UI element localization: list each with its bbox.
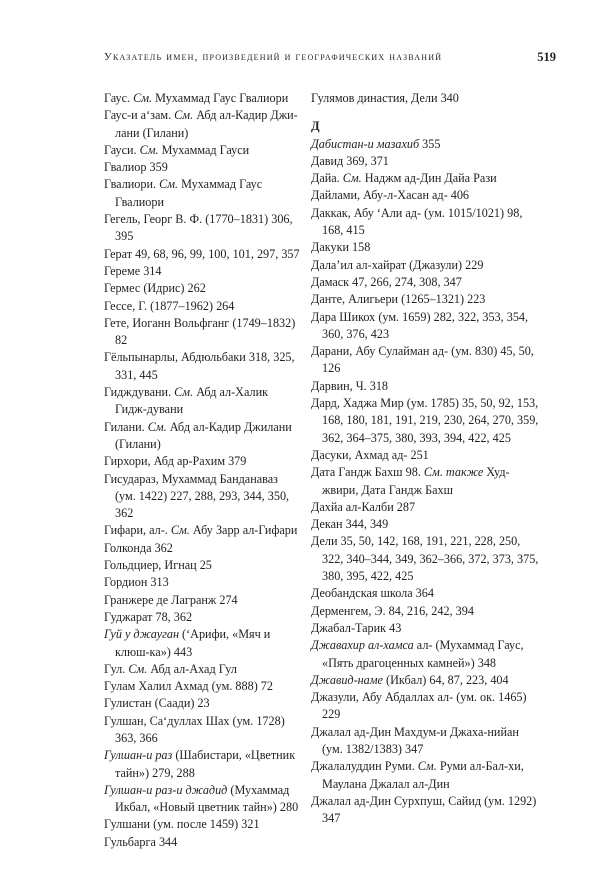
index-entry-text: Мухаммад Гаус Гвалиори — [115, 177, 263, 209]
index-entry — [311, 499, 541, 516]
index-entry — [311, 309, 541, 344]
index-entry-text: Джавид-наме — [311, 672, 383, 687]
index-entry — [311, 724, 541, 759]
index-entry-text: Гвалиори. — [104, 177, 160, 192]
index-column-right — [311, 90, 541, 827]
index-entry — [104, 246, 300, 263]
index-entry — [311, 793, 541, 828]
index-entry-text: Герат 49, 68, 96, 99, 100, 101, 297, 357 — [104, 246, 300, 261]
index-entry-text: Гул. — [104, 661, 129, 676]
index-entry-text: Гулистан (Саади) 23 — [104, 696, 210, 711]
index-entry-text: Гуджарат 78, 362 — [104, 609, 193, 624]
index-entry-text: Гисудараз, Мухаммад Банданаваз (ум. 1422) 227, 288, 293, 344, 350, 362 — [104, 471, 290, 521]
index-entry-text: Гаус. — [104, 91, 134, 105]
index-entry-text: (Икбал) 64, 87, 223, 404 — [382, 672, 509, 687]
index-entry-text: Гордион 313 — [104, 575, 169, 590]
index-entry-text: См. — [174, 385, 194, 400]
index-entry-text: Гвалиор 359 — [104, 160, 168, 175]
index-entry-text: Данте, Алигьери (1265–1321) 223 — [311, 292, 486, 307]
index-entry-text: Дарани, Абу Сулайман ад- (ум. 830) 45, 50, 126 — [311, 344, 534, 376]
index-entry-text: Гереме 314 — [104, 263, 162, 278]
index-entry — [311, 395, 541, 447]
index-entry — [311, 464, 541, 499]
index-entry-text: Гулшан, Са‘дуллах Шах (ум. 1728) 363, 366 — [104, 713, 285, 745]
index-entry-text: Джалал ад-Дин Сурхпуш, Сайид (ум. 1292) 347 — [311, 793, 537, 826]
index-entry — [311, 689, 541, 724]
index-entry-text: (Мухаммад Икбал, «Новый цветник тайн») 280 — [115, 782, 299, 815]
index-entry — [104, 90, 300, 107]
index-entry — [311, 637, 541, 672]
index-column-left — [104, 90, 300, 851]
index-entry-text: Гегель, Георг В. Ф. (1770–1831) 306, 395 — [104, 212, 293, 244]
index-entry-text: Давид 369, 371 — [311, 153, 389, 168]
index-entry — [104, 142, 300, 159]
index-entry-text: См. — [170, 523, 190, 538]
index-entry-text: Абу Зарр ал-Гифари — [189, 523, 298, 538]
index-entry-text: (‘Арифи, «Мяч и клюш-ка») 443 — [115, 627, 271, 659]
index-entry — [104, 384, 300, 419]
index-entry-text: Дахйа ал-Калби 287 — [311, 499, 416, 514]
index-entry — [311, 153, 541, 170]
index-entry — [311, 239, 541, 256]
index-entry-text: Дала’ил ал-хайрат (Джазули) 229 — [311, 257, 484, 272]
index-entry — [311, 585, 541, 602]
index-entry — [104, 540, 300, 557]
index-entry-text: Гёльпынарлы, Абдюльбаки 318, 325, 331, 445 — [104, 350, 295, 382]
index-entry — [104, 609, 300, 626]
index-entry — [104, 419, 300, 454]
index-entry-text: См. — [128, 661, 148, 676]
index-entry — [104, 263, 300, 280]
index-entry — [311, 516, 541, 533]
index-entry — [311, 620, 541, 637]
index-entry — [104, 349, 300, 384]
index-entry — [311, 672, 541, 689]
index-entry — [104, 834, 300, 851]
index-entry-text: Гилани. — [104, 419, 148, 434]
index-entry-text: См. — [133, 91, 153, 105]
index-entry — [311, 758, 541, 793]
index-entry — [311, 378, 541, 395]
index-entry-text: Гаус-и а‘зам. — [104, 108, 175, 123]
index-entry-text: Голконда 362 — [104, 540, 173, 555]
index-entry — [104, 747, 300, 782]
index-entry-text: Дайа. — [311, 171, 343, 186]
index-entry-text: Джабал-Тарик 43 — [311, 620, 402, 635]
index-entry-text: Дара Шикох (ум. 1659) 282, 322, 353, 354, 360, 376, 423 — [311, 309, 529, 341]
index-entry-text: Дамаск 47, 266, 274, 308, 347 — [311, 274, 462, 289]
index-entry-text: ал- (Мухаммад Гаус, «Пять драгоценных камней») 348 — [322, 638, 524, 670]
index-entry-text: Гулшани (ум. после 1459) 321 — [104, 817, 260, 832]
index-entry-text: Гифари, ал-. — [104, 523, 171, 538]
index-entry — [104, 107, 300, 142]
index-entry-text: Гулямов династия, Дели 340 — [311, 91, 459, 105]
index-entry-text: Гидждувани. — [104, 385, 175, 400]
index-entry — [104, 695, 300, 712]
index-entry-text: Абд ал-Ахад Гул — [147, 661, 237, 676]
index-entry-text: Руми ал-Бал-хи, Маулана Джалал ал-Дин — [322, 759, 524, 791]
index-entry — [311, 205, 541, 240]
index-entry-text: Гольдциер, Игнац 25 — [104, 558, 212, 573]
index-entry-text: Мухаммад Гаус Гвалиори — [152, 91, 289, 105]
index-entry — [311, 447, 541, 464]
index-entry-text: Гессе, Г. (1877–1962) 264 — [104, 298, 235, 313]
index-entry-text: Наджм ад-Дин Дайа Рази — [361, 171, 497, 186]
section-letter: Д — [311, 119, 320, 134]
index-entry-text: См. — [417, 759, 437, 774]
index-entry — [104, 661, 300, 678]
index-entry-text: См. — [139, 142, 159, 157]
index-entry-text: См. — [174, 108, 194, 123]
index-entry — [104, 574, 300, 591]
index-entry — [311, 136, 541, 153]
index-entry-text: Джазули, Абу Абдаллах ал- (ум. ок. 1465) 229 — [311, 690, 527, 722]
index-entry — [311, 187, 541, 204]
index-entry — [104, 626, 300, 661]
index-entry-text: См. также — [423, 465, 484, 480]
index-entry-text: Дели 35, 50, 142, 168, 191, 221, 228, 250, 322, 340–344, 349, 362–366, 372, 373, 375, 380, 395, 422, 425 — [311, 534, 539, 584]
running-head: Указатель имен, произведений и географических названий — [104, 51, 443, 63]
index-entry-text: Худ-жвири, Дата Гандж Бахш — [322, 465, 510, 497]
index-entry-text: Джалал ад-Дин Махдум-и Джаха-нийан (ум. 1382/1383) 347 — [311, 724, 519, 756]
index-entry-text: Гете, Иоганн Вольфганг (1749–1832) 82 — [104, 315, 296, 348]
index-entry-text: Дард, Хаджа Мир (ум. 1785) 35, 50, 92, 153, 168, 180, 181, 191, 219, 230, 264, 270, 359, 362, 364–375, 380, 393, 394, 422, 425 — [311, 396, 539, 445]
index-entry-text: Даккак, Абу ‘Али ад- (ум. 1015/1021) 98, 168, 415 — [311, 205, 523, 238]
index-entry — [104, 315, 300, 350]
index-entry — [104, 782, 300, 817]
index-entry-text: Деобандская школа 364 — [311, 586, 434, 601]
index-entry-text: Дабистан-и мазахиб — [311, 136, 420, 151]
index-entry — [311, 603, 541, 620]
index-entry-text: Абд ал-Кадир Джи-лани (Гилани) — [115, 108, 298, 140]
page-header — [104, 51, 556, 71]
index-entry-text: Абд ал-Халик Гидж-дувани — [115, 385, 269, 417]
index-entry — [104, 280, 300, 297]
page-number: 519 — [537, 50, 556, 64]
index-entry-text: Джалалуддин Руми. — [311, 759, 418, 774]
index-entry-text: Дайлами, Абу-л-Хасан ад- 406 — [311, 188, 470, 203]
index-entry — [104, 159, 300, 176]
index-entry-text: Дарвин, Ч. 318 — [311, 378, 389, 393]
index-entry — [104, 592, 300, 609]
index-entry-text: Дасуки, Ахмад ад- 251 — [311, 447, 429, 462]
index-entry-text: См. — [342, 171, 362, 186]
index-entry-text: Гауси. — [104, 142, 140, 157]
index-entry — [104, 176, 300, 211]
index-entry-text: Декан 344, 349 — [311, 517, 389, 532]
index-entry-text: См. — [159, 177, 179, 192]
index-entry — [311, 170, 541, 187]
index-entry — [311, 90, 541, 107]
index-entry — [104, 678, 300, 695]
index-entry — [104, 298, 300, 315]
index-entry-text: Гулшан-и раз — [104, 748, 173, 763]
index-entry-text: Гулам Халил Ахмад (ум. 888) 72 — [104, 679, 273, 694]
index-entry-text: Гуй у джауган — [104, 627, 179, 642]
index-entry-text: Мухаммад Гауси — [158, 142, 250, 157]
index-entry — [311, 343, 541, 378]
index-entry — [311, 291, 541, 308]
index-entry-text: Дата Гандж Бахш 98. — [311, 465, 424, 480]
index-entry — [104, 453, 300, 470]
index-entry-text: Абд ал-Кадир Джилани (Гилани) — [115, 419, 292, 451]
index-entry — [104, 713, 300, 748]
index-entry-text: Джавахир ал-хамса — [311, 638, 414, 653]
index-entry-text: Гранжере де Лагранж 274 — [104, 592, 238, 607]
index-entry — [104, 557, 300, 574]
index-entry-text: Гермес (Идрис) 262 — [104, 281, 206, 296]
index-entry — [311, 533, 541, 585]
index-entry-text: Гирхори, Абд ар-Рахим 379 — [104, 454, 247, 469]
index-entry-text: Дакуки 158 — [311, 240, 371, 255]
index-entry-text: Гульбарга 344 — [104, 834, 178, 849]
index-entry-text: Гулшан-и раз-и джадид — [104, 782, 228, 797]
index-entry-text: (Шабистари, «Цветник тайн») 279, 288 — [115, 748, 296, 780]
index-entry — [311, 274, 541, 291]
index-entry — [104, 471, 300, 523]
index-entry — [104, 211, 300, 246]
index-entry — [104, 522, 300, 539]
index-entry-text: 355 — [419, 136, 441, 151]
index-entry — [311, 257, 541, 274]
index-entry — [104, 816, 300, 833]
index-entry-text: Дерменгем, Э. 84, 216, 242, 394 — [311, 603, 474, 618]
index-entry-text: См. — [147, 419, 167, 434]
